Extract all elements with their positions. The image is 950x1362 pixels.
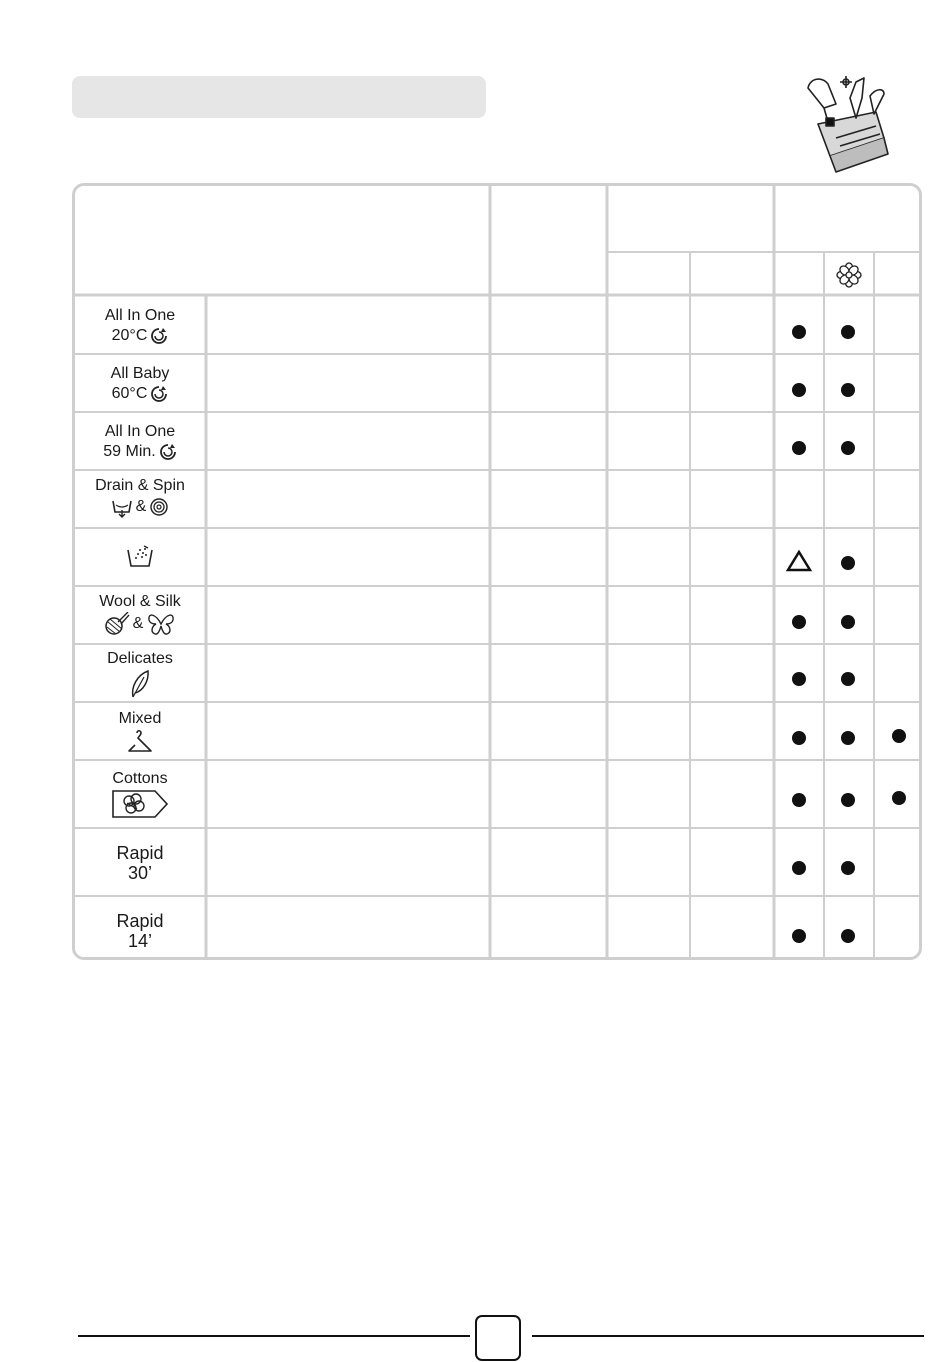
butterfly-icon: [146, 612, 176, 636]
program-all-baby-60: [75, 364, 205, 404]
program-rapid-14: [75, 911, 205, 951]
program-delicates: [75, 649, 205, 705]
program-rapid-30: [75, 843, 205, 883]
footer-rule-right: [532, 1335, 924, 1337]
program-sub: 14’: [127, 931, 153, 951]
program-name: Wool & Silk: [99, 593, 181, 610]
program-name: Delicates: [107, 650, 173, 667]
program-sub: &: [135, 498, 147, 515]
filled-dot-mark: [841, 793, 855, 807]
feather-icon: [129, 669, 151, 699]
program-sub: 30’: [127, 863, 153, 883]
circular-arrow-icon: [150, 385, 168, 403]
program-rinse: [75, 544, 205, 576]
filled-dot-mark: [792, 861, 806, 875]
filled-dot-mark: [841, 731, 855, 745]
detergent-drawer-icon: [800, 68, 892, 176]
program-name: All Baby: [110, 365, 170, 382]
page-number-box: [475, 1315, 521, 1361]
filled-dot-mark: [792, 731, 806, 745]
program-all-in-one-59: [75, 422, 205, 462]
program-all-in-one-20: [75, 306, 205, 346]
program-name: Cottons: [112, 770, 168, 787]
program-drain-spin: [75, 476, 205, 524]
program-sub: 59 Min.: [103, 443, 156, 460]
filled-dot-mark: [841, 441, 855, 455]
spiral-icon: [149, 497, 169, 517]
filled-dot-mark: [841, 383, 855, 397]
program-name: Rapid: [116, 843, 164, 863]
yarn-ball-icon: [104, 612, 130, 636]
section-title-bar: [72, 76, 486, 118]
filled-dot-mark: [892, 729, 906, 743]
drain-tub-icon: [111, 496, 133, 518]
flower-icon: [837, 263, 861, 287]
filled-dot-mark: [792, 672, 806, 686]
filled-dot-mark: [841, 861, 855, 875]
filled-dot-mark: [792, 793, 806, 807]
circular-arrow-icon: [150, 327, 168, 345]
program-name: Mixed: [118, 710, 162, 727]
filled-dot-mark: [841, 929, 855, 943]
filled-dot-mark: [792, 325, 806, 339]
program-cottons: [75, 769, 205, 825]
filled-dot-mark: [792, 929, 806, 943]
program-sub: 20°C: [111, 327, 148, 344]
hanger-icon: [125, 729, 155, 755]
filled-dot-mark: [792, 615, 806, 629]
filled-dot-mark: [841, 556, 855, 570]
circular-arrow-icon: [159, 443, 177, 461]
footer-rule-left: [78, 1335, 470, 1337]
program-name: Rapid: [116, 911, 164, 931]
program-name: All In One: [104, 307, 176, 324]
program-mixed: [75, 709, 205, 761]
program-sub: &: [132, 615, 144, 632]
filled-dot-mark: [841, 672, 855, 686]
filled-dot-mark: [792, 441, 806, 455]
program-wool-silk: [75, 592, 205, 642]
filled-dot-mark: [841, 325, 855, 339]
program-sub: 60°C: [111, 385, 148, 402]
filled-dot-mark: [841, 615, 855, 629]
filled-dot-mark: [892, 791, 906, 805]
filled-dot-mark: [792, 383, 806, 397]
triangle-mark: [785, 549, 813, 573]
program-name: Drain & Spin: [95, 477, 185, 494]
cotton-tag-icon: [111, 789, 169, 819]
shower-tub-icon: [126, 544, 154, 570]
program-name: All In One: [104, 423, 176, 440]
